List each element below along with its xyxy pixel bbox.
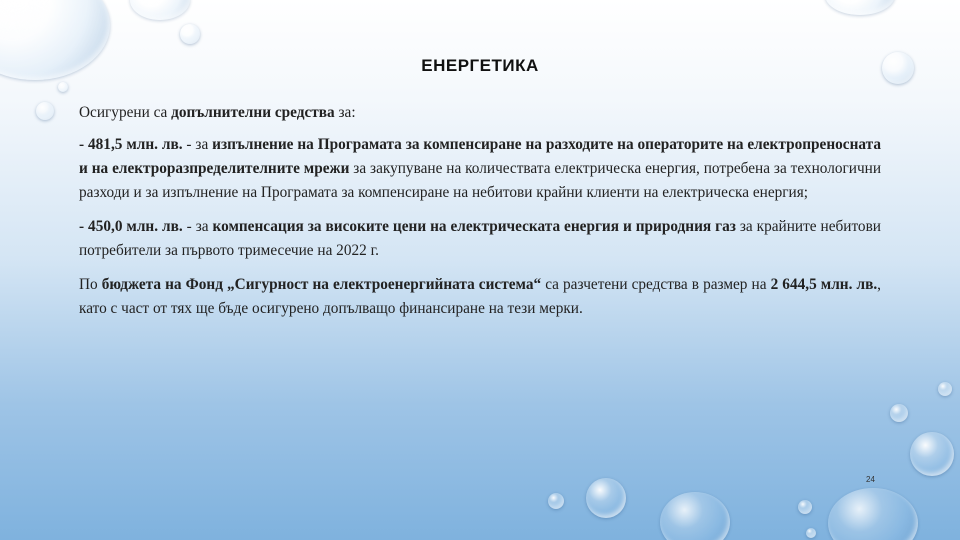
bold-text: допълнителни средства (171, 104, 335, 121)
bold-text: изпълнение на Програмата за компенсиране на разходите на операторите на електропреносната и на електроразпределителните мрежи (79, 136, 882, 177)
water-drop-icon (548, 493, 564, 509)
water-drop-icon (586, 478, 626, 518)
body-paragraph (79, 101, 881, 125)
water-drop-icon (798, 500, 812, 514)
body-paragraph (79, 215, 881, 263)
text: - за (182, 136, 213, 153)
water-drop-icon (825, 0, 895, 15)
water-drop-icon (180, 24, 200, 44)
body-paragraph (79, 133, 881, 205)
bold-text: - 450,0 млн. лв. (79, 218, 183, 235)
water-drop-icon (36, 102, 54, 120)
water-drop-icon (806, 528, 816, 538)
text: - за (182, 218, 213, 235)
text: за закупуване на количествата електрическа енергия, потребена за технологични разходи и за изпълнение на Програмата за компенсиране на небитови крайни клиенти на електрическа енергия; (79, 160, 882, 201)
bold-text: 2 644,5 млн. лв. (770, 276, 878, 293)
water-drop-icon (660, 492, 730, 540)
text: са разчетени средства в размер на (541, 276, 771, 293)
water-drop-icon (938, 382, 952, 396)
bold-text: компенсация за високите цени на електрическата енергия и природния газ (212, 218, 736, 235)
text: , като с част от тях ще бъде осигурено допълващо финансиране на тези мерки. (79, 276, 881, 317)
water-drop-icon (58, 82, 68, 92)
water-drop-icon (910, 432, 954, 476)
bold-text: бюджета на Фонд „Сигурност на електроенергийната система“ (101, 276, 542, 293)
water-drop-icon (130, 0, 190, 20)
text: за: (334, 104, 356, 121)
water-drop-icon (828, 488, 918, 540)
text: По (79, 276, 102, 293)
water-drop-icon (890, 404, 908, 422)
slide-title: ЕНЕРГЕТИКА (421, 56, 539, 75)
body-paragraph (79, 273, 881, 321)
bold-text: - 481,5 млн. лв. (79, 136, 183, 153)
text: за крайните небитови потребители за първото тримесечие на 2022 г. (79, 218, 881, 259)
page-number: 24 (866, 475, 875, 484)
text: Осигурени са (79, 104, 172, 121)
slide-body (79, 101, 881, 331)
